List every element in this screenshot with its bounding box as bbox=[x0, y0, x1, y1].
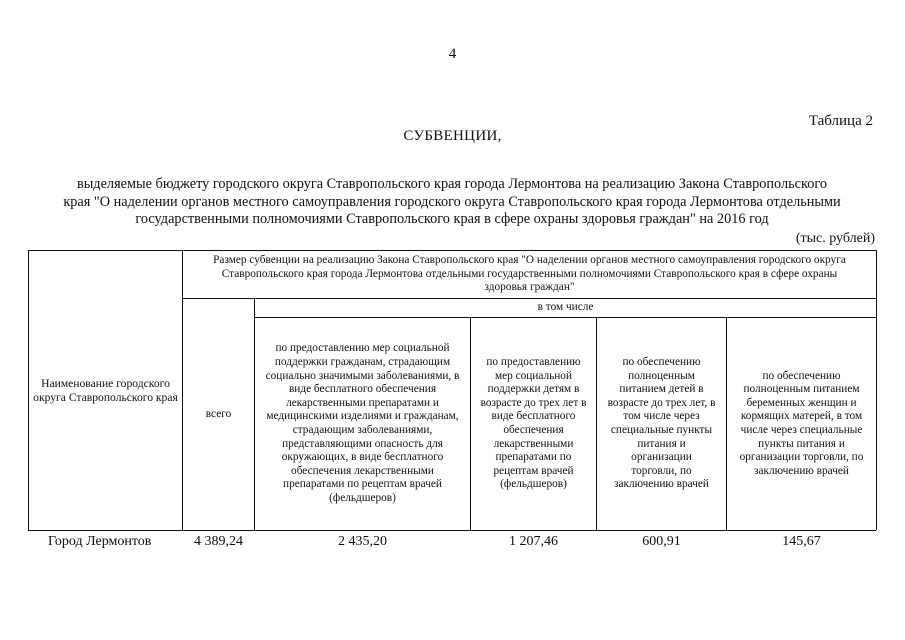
subtitle-line: края "О наделении органов местного самоуправления городского округа Ставропольского края города Лермонтова отдельными bbox=[63, 193, 841, 210]
row-value-diseases: 2 435,20 bbox=[338, 534, 387, 549]
table-label: Таблица 2 bbox=[808, 113, 873, 129]
header-including: в том числе bbox=[537, 301, 594, 314]
header-social-support-diseases: по предоставлению мер социальной поддержки гражданам, страдающим социально значимыми заболеваниями, в виде бесплатного обеспечения лекарственными препаратами и медицинскими изделиями и гражданам, страдающим заболеваниями, представляющими опасность для окружающих, в виде бесплатного обеспечения лекарственными препаратами по рецептам врачей (фельдшеров) bbox=[265, 342, 460, 504]
document-subtitle bbox=[28, 176, 876, 229]
header-total: всего bbox=[205, 407, 232, 420]
table-border-right bbox=[876, 250, 877, 530]
row-municipality-name: Город Лермонтов bbox=[48, 534, 152, 549]
document-title: СУБВЕНЦИИ, bbox=[403, 128, 502, 144]
subtitle-line: государственными полномочиями Ставропольского края в сфере охраны здоровья граждан" на 2016 год bbox=[135, 211, 769, 227]
row-value-children-nutrition: 600,91 bbox=[642, 534, 681, 549]
header-mothers-nutrition: по обеспечению полноценным питанием беременных женщин и кормящих матерей, в том числе через специальные пункты питания и организации торговли, по заключению врачей bbox=[739, 369, 864, 477]
units-label: (тыс. рублей) bbox=[795, 231, 875, 246]
row-value-mothers-nutrition: 145,67 bbox=[782, 534, 821, 549]
header-municipality-name: Наименование городского округа Ставропольского края bbox=[33, 376, 178, 404]
header-children-medicines: по предоставлению мер социальной поддержки детям в возрасте до трех лет в виде бесплатного обеспечения лекарственными препаратами по рецептам врачей (фельдшеров) bbox=[480, 356, 587, 491]
header-subsidy-group: Размер субвенции на реализацию Закона Ставропольского края "О наделении органов местного самоуправления городского округа Ставропольского края города Лермонтова отдельными государственными полномочиями Ставропольского края в сфере охраны здоровья граждан" bbox=[213, 253, 846, 294]
row-value-children-medicines: 1 207,46 bbox=[509, 534, 558, 549]
table-border-bottom bbox=[28, 530, 876, 531]
row-total-value: 4 389,24 bbox=[194, 534, 243, 549]
subtitle-line: выделяемые бюджету городского округа Ставропольского края города Лермонтова на реализацию Закона Ставропольского bbox=[76, 176, 828, 192]
page-number: 4 bbox=[448, 46, 457, 62]
header-children-nutrition: по обеспечению полноценным питанием детей в возрасте до трех лет, в том числе через специальные пункты питания и организации торговли, по заключению врачей bbox=[607, 356, 716, 491]
